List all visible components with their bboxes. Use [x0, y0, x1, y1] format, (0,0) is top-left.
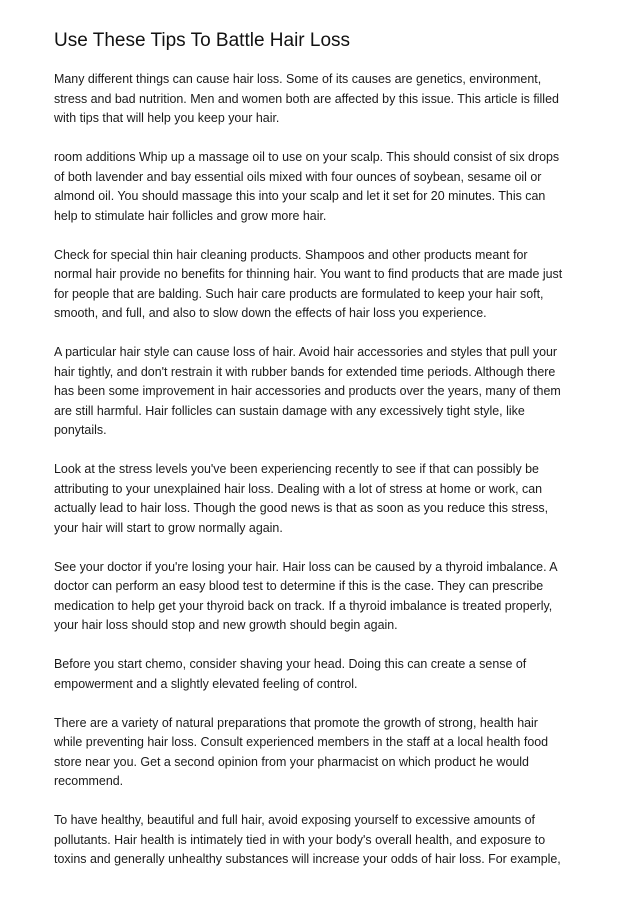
paragraph-line: hair tightly, and don't restrain it with rubber bands for extended time periods. Although there [54, 364, 556, 379]
paragraph [54, 148, 594, 226]
article-body [54, 70, 594, 889]
paragraph-line: empowerment and a slightly elevated feeling of control. [54, 676, 358, 691]
paragraph-line: while preventing hair loss. Consult experienced members in the staff at a local health food [54, 735, 549, 749]
paragraph-line: almond oil. You should massage this into your scalp and let it set for 20 minutes. This can [54, 189, 546, 203]
paragraph [54, 246, 594, 324]
paragraph-line: To have healthy, beautiful and full hair, avoid exposing yourself to excessive amounts of [54, 813, 535, 827]
paragraph-line: actually lead to hair loss. Though the good news is that as soon as you reduce this stress, [54, 501, 549, 515]
paragraph-line: stress and bad nutrition. Men and women both are affected by this issue. This article is filled [54, 91, 559, 106]
paragraph-line: medication to help get your thyroid back on track. If a thyroid imbalance is treated properly, [54, 598, 553, 613]
paragraph-line: recommend. [54, 774, 124, 788]
paragraph [54, 70, 594, 129]
paragraph-line: has been some improvement in hair accessories and products over the years, many of them [54, 384, 561, 398]
paragraph [54, 811, 594, 870]
paragraph-line: of both lavender and bay essential oils mixed with four ounces of soybean, sesame oil or [54, 169, 542, 184]
paragraph-line: smooth, and full, and also to slow down the effects of hair loss you experience. [54, 306, 487, 320]
page-title: Use These Tips To Battle Hair Loss [54, 30, 351, 51]
paragraph-line: for people that are balding. Such hair care products are formulated to keep your hair soft, [54, 286, 544, 301]
paragraph [54, 460, 594, 538]
paragraph-line: normal hair provide no benefits for thinning hair. You want to find products that are made just [54, 267, 563, 281]
paragraph-line: are still harmful. Hair follicles can sustain damage with any excessively tight style, like [54, 403, 525, 418]
paragraph [54, 558, 594, 636]
paragraph-line: Check for special thin hair cleaning products. Shampoos and other products meant for [54, 247, 528, 262]
paragraph-line: ponytails. [54, 423, 107, 437]
paragraph-line: store near you. Get a second opinion from your pharmacist on which product he would [54, 754, 529, 769]
paragraph-line: your hair will start to grow normally again. [54, 520, 283, 535]
paragraph-line: help to stimulate hair follicles and grow more hair. [54, 208, 327, 223]
paragraph-line: with tips that will help you keep your hair. [54, 111, 280, 125]
paragraph-line: pollutants. Hair health is intimately tied in with your body's overall health, and exposure to [54, 832, 546, 847]
paragraph [54, 343, 594, 441]
paragraph-line: See your doctor if you're losing your hair. Hair loss can be caused by a thyroid imbalance. A [54, 559, 558, 574]
paragraph-line: toxins and generally unhealthy substances will increase your odds of hair loss. For example, [54, 852, 561, 866]
paragraph [54, 714, 594, 792]
paragraph [54, 655, 594, 694]
paragraph-line: Look at the stress levels you've been experiencing recently to see if that can possibly be [54, 462, 539, 476]
paragraph-line: room additions Whip up a massage oil to use on your scalp. This should consist of six drops [54, 150, 560, 164]
paragraph-line: Many different things can cause hair loss. Some of its causes are genetics, environment, [54, 72, 542, 86]
paragraph-line: There are a variety of natural preparations that promote the growth of strong, health hair [54, 715, 538, 730]
paragraph-line: Before you start chemo, consider shaving your head. Doing this can create a sense of [54, 657, 527, 671]
paragraph-line: your hair loss should stop and new growth should begin again. [54, 618, 398, 632]
paragraph-line: attributing to your unexplained hair loss. Dealing with a lot of stress at home or work, can [54, 481, 543, 496]
paragraph-line: doctor can perform an easy blood test to determine if this is the case. They can prescribe [54, 579, 544, 593]
paragraph-line: A particular hair style can cause loss of hair. Avoid hair accessories and styles that pull your [54, 345, 558, 359]
